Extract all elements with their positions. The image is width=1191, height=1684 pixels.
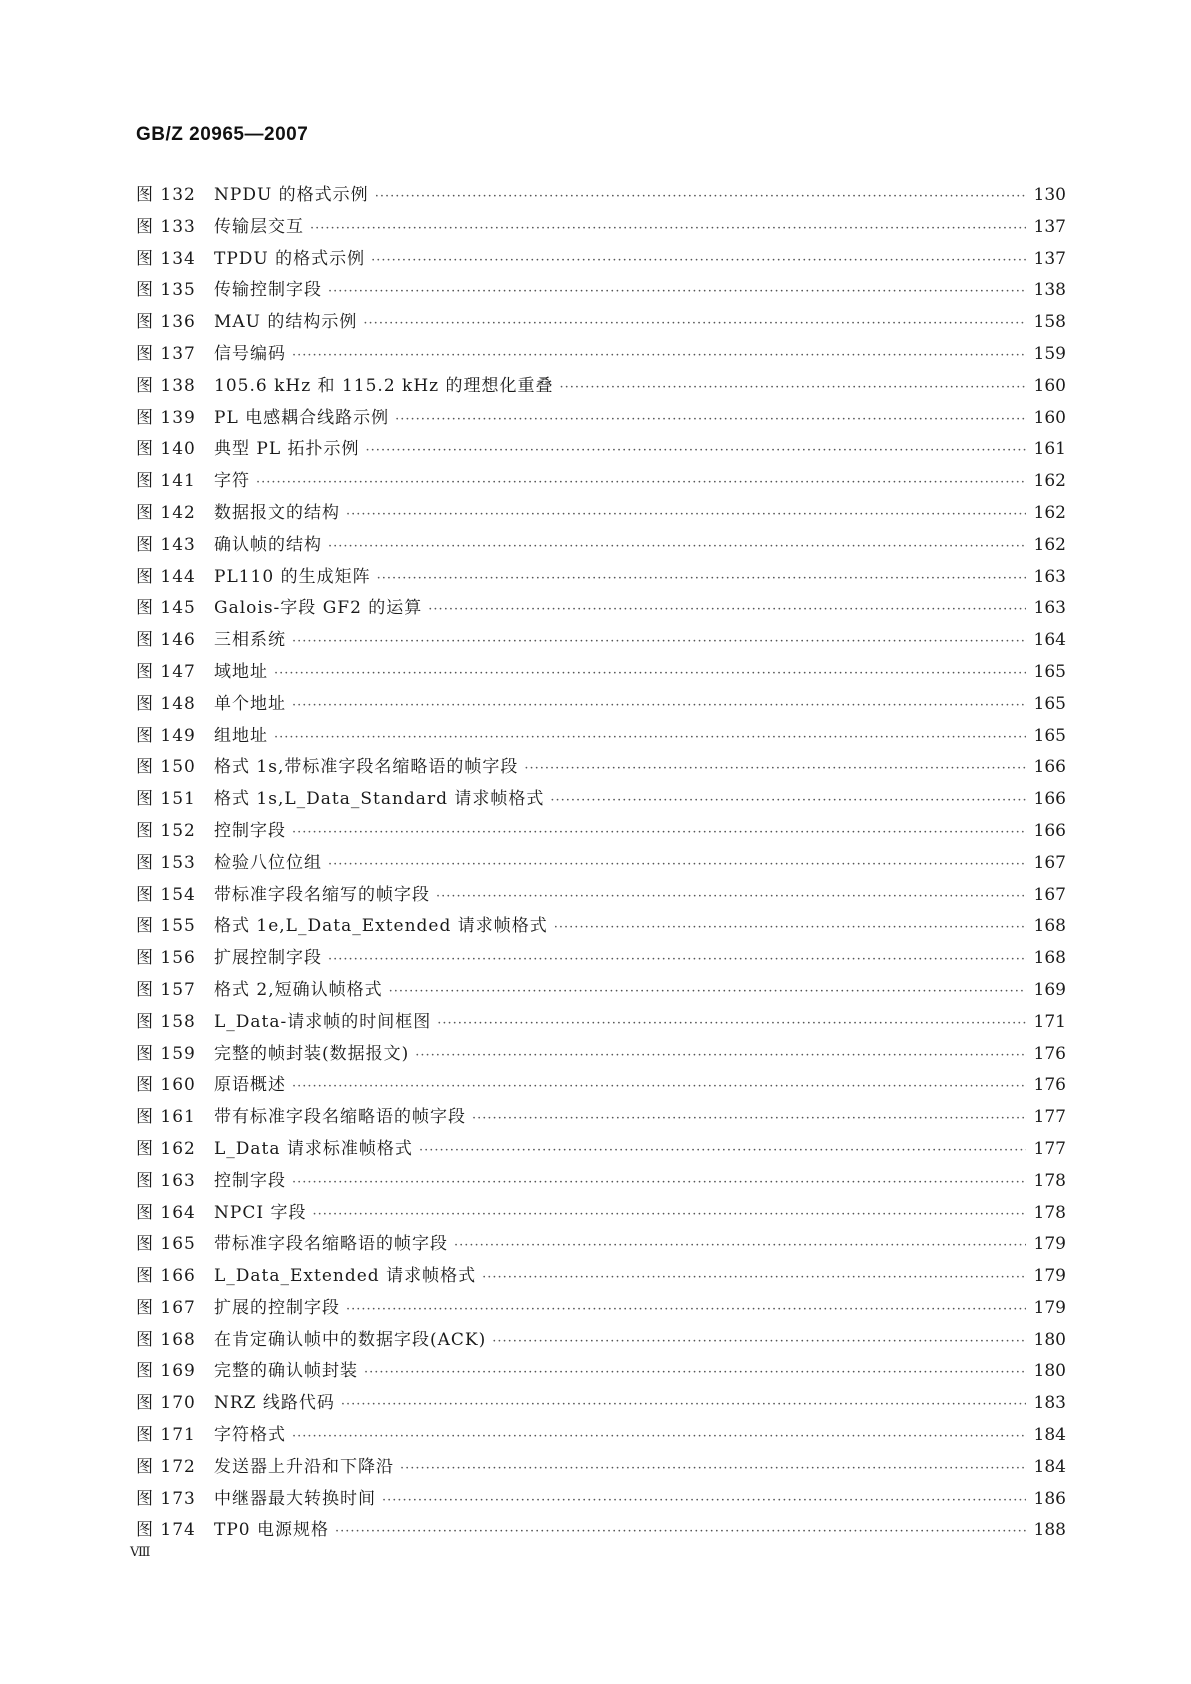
toc-row	[136, 1039, 1066, 1071]
page-number: 169	[1033, 979, 1066, 1000]
standard-identifier: GB/Z 20965—2007	[136, 124, 309, 145]
toc-row	[136, 1229, 1066, 1261]
figure-title: 字符	[214, 471, 250, 492]
figure-title: L_Data-请求帧的时间框图	[214, 1011, 432, 1032]
page-number: 176	[1033, 1075, 1066, 1096]
toc-row	[136, 1293, 1066, 1325]
figure-title: 字符格式	[214, 1425, 286, 1446]
figure-title: 带标准字段名缩写的帧字段	[214, 884, 430, 905]
figure-number: 图 138	[136, 375, 196, 396]
toc-row	[136, 212, 1066, 244]
figure-title: MAU 的结构示例	[214, 312, 358, 333]
page-number: 161	[1033, 439, 1066, 460]
dot-leader	[292, 1167, 1026, 1199]
toc-row	[136, 1134, 1066, 1166]
toc-row	[136, 466, 1066, 498]
figure-number: 图 133	[136, 216, 196, 237]
toc-row	[136, 1484, 1066, 1516]
page-number: 166	[1033, 757, 1066, 778]
dot-leader	[428, 594, 1026, 626]
figure-title: 三相系统	[214, 630, 286, 651]
dot-leader	[328, 944, 1026, 976]
dot-leader	[335, 1516, 1026, 1548]
toc-row	[136, 689, 1066, 721]
figure-number: 图 132	[136, 185, 196, 205]
page-number: 168	[1033, 948, 1066, 969]
dot-leader	[274, 658, 1026, 690]
page-number: 177	[1033, 1138, 1066, 1159]
figure-title: PL110 的生成矩阵	[214, 566, 371, 587]
figure-number: 图 135	[136, 280, 196, 301]
page-number: 158	[1033, 312, 1066, 333]
figure-title: 扩展的控制字段	[214, 1297, 340, 1318]
toc-row	[136, 1166, 1066, 1198]
figure-title: 格式 1e,L_Data_Extended 请求帧格式	[214, 916, 548, 937]
figure-number: 图 141	[136, 471, 196, 492]
figure-number: 图 139	[136, 407, 196, 428]
dot-leader	[328, 531, 1026, 563]
page-number: 166	[1033, 789, 1066, 810]
figure-number: 图 134	[136, 248, 196, 269]
dot-leader	[560, 372, 1026, 404]
figure-number: 图 149	[136, 725, 196, 746]
page-number: 178	[1033, 1202, 1066, 1223]
figure-number: 图 147	[136, 661, 196, 682]
toc-row	[136, 339, 1066, 371]
figure-number: 图 151	[136, 789, 196, 810]
page-number: 186	[1033, 1488, 1066, 1509]
dot-leader	[395, 404, 1026, 436]
figure-number: 图 137	[136, 343, 196, 364]
page-number: 137	[1033, 248, 1066, 269]
toc-row	[136, 498, 1066, 530]
figure-number: 图 172	[136, 1456, 196, 1477]
figure-title: 数据报文的结构	[214, 502, 340, 523]
toc-row	[136, 1515, 1066, 1547]
toc-row	[136, 1325, 1066, 1357]
page-number: 176	[1033, 1043, 1066, 1064]
figure-number: 图 157	[136, 979, 196, 1000]
dot-leader	[346, 499, 1026, 531]
page-number: 183	[1033, 1393, 1066, 1414]
toc-row	[136, 848, 1066, 880]
figure-title: TP0 电源规格	[214, 1520, 329, 1541]
toc-row	[136, 1356, 1066, 1388]
page-number: 179	[1033, 1234, 1066, 1255]
figure-title: L_Data 请求标准帧格式	[214, 1138, 413, 1159]
figure-title: 中继器最大转换时间	[214, 1488, 376, 1509]
toc-row	[136, 943, 1066, 975]
dot-leader	[274, 722, 1026, 754]
figure-number: 图 144	[136, 566, 196, 587]
page-number: 171	[1033, 1011, 1066, 1032]
figure-number: 图 145	[136, 598, 196, 619]
figure-number: 图 169	[136, 1361, 196, 1382]
figure-number: 图 156	[136, 948, 196, 969]
toc-row	[136, 1070, 1066, 1102]
figure-title: 组地址	[214, 725, 268, 746]
figure-title: 格式 2,短确认帧格式	[214, 979, 383, 1000]
page-number: 184	[1033, 1425, 1066, 1446]
page-number: 180	[1033, 1329, 1066, 1350]
toc-row	[136, 911, 1066, 943]
dot-leader	[472, 1103, 1026, 1135]
figure-number: 图 165	[136, 1234, 196, 1255]
dot-leader	[363, 308, 1026, 340]
figure-title: 带有标准字段名缩略语的帧字段	[214, 1107, 466, 1128]
toc-row	[136, 1007, 1066, 1039]
toc-row	[136, 752, 1066, 784]
page-number: 166	[1033, 820, 1066, 841]
toc-row	[136, 275, 1066, 307]
figure-title: NPCI 字段	[214, 1202, 307, 1223]
figure-title: 发送器上升沿和下降沿	[214, 1456, 394, 1477]
figure-title: PL 电感耦合线路示例	[214, 407, 390, 428]
figure-title: 确认帧的结构	[214, 534, 322, 555]
figure-number: 图 150	[136, 757, 196, 778]
page-number: 163	[1033, 598, 1066, 619]
dot-leader	[292, 817, 1026, 849]
figure-title: 检验八位位组	[214, 852, 322, 873]
toc-row	[136, 721, 1066, 753]
figure-title: 典型 PL 拓扑示例	[214, 439, 360, 460]
page-number: 162	[1033, 471, 1066, 492]
figure-number: 图 142	[136, 502, 196, 523]
figure-title: 域地址	[214, 661, 268, 682]
dot-leader	[341, 1389, 1026, 1421]
toc-row	[136, 975, 1066, 1007]
dot-leader	[292, 626, 1026, 658]
figure-title: 控制字段	[214, 820, 286, 841]
figure-title: 格式 1s,带标准字段名缩略语的帧字段	[214, 757, 519, 778]
dot-leader	[382, 1485, 1026, 1517]
dot-leader	[492, 1326, 1026, 1358]
figure-number: 图 167	[136, 1297, 196, 1318]
page-number: 160	[1033, 375, 1066, 396]
toc-row	[136, 180, 1066, 212]
page-number: 160	[1033, 407, 1066, 428]
figure-number: 图 158	[136, 1011, 196, 1032]
toc-row	[136, 816, 1066, 848]
page-number: 179	[1033, 1266, 1066, 1287]
dot-leader	[554, 912, 1026, 944]
figure-title: 105.6 kHz 和 115.2 kHz 的理想化重叠	[214, 375, 554, 396]
toc-row	[136, 880, 1066, 912]
page-number: 130	[1033, 185, 1066, 205]
figure-number: 图 174	[136, 1520, 196, 1541]
figure-list	[136, 180, 1066, 1547]
figure-number: 图 143	[136, 534, 196, 555]
figure-title: 格式 1s,L_Data_Standard 请求帧格式	[214, 789, 545, 810]
page-folio: Ⅷ	[130, 1545, 151, 1560]
figure-number: 图 153	[136, 852, 196, 873]
toc-row	[136, 1102, 1066, 1134]
dot-leader	[389, 976, 1026, 1008]
figure-number: 图 155	[136, 916, 196, 937]
figure-title: 扩展控制字段	[214, 948, 322, 969]
figure-number: 图 140	[136, 439, 196, 460]
figure-title: NRZ 线路代码	[214, 1393, 335, 1414]
figure-title: 完整的帧封装(数据报文)	[214, 1043, 410, 1064]
toc-row	[136, 1261, 1066, 1293]
dot-leader	[310, 213, 1026, 245]
figure-number: 图 146	[136, 630, 196, 651]
page-number: 167	[1033, 884, 1066, 905]
dot-leader	[256, 467, 1026, 499]
toc-row	[136, 1198, 1066, 1230]
toc-row	[136, 1388, 1066, 1420]
page-number: 138	[1033, 280, 1066, 301]
page-number: 188	[1033, 1520, 1066, 1541]
dot-leader	[366, 435, 1026, 467]
page-number: 167	[1033, 852, 1066, 873]
dot-leader	[328, 276, 1026, 308]
page-number: 164	[1033, 630, 1066, 651]
figure-number: 图 161	[136, 1107, 196, 1128]
figure-number: 图 152	[136, 820, 196, 841]
dot-leader	[415, 1040, 1026, 1072]
figure-title: TPDU 的格式示例	[214, 248, 366, 269]
page-number: 137	[1033, 216, 1066, 237]
figure-title: 在肯定确认帧中的数据字段(ACK)	[214, 1329, 487, 1350]
dot-leader	[400, 1453, 1026, 1485]
page-number: 165	[1033, 661, 1066, 682]
figure-number: 图 163	[136, 1170, 196, 1191]
dot-leader	[436, 881, 1026, 913]
figure-number: 图 173	[136, 1488, 196, 1509]
page-number: 184	[1033, 1456, 1066, 1477]
dot-leader	[292, 690, 1026, 722]
dot-leader	[437, 1008, 1026, 1040]
figure-title: 单个地址	[214, 693, 286, 714]
dot-leader	[375, 181, 1026, 213]
figure-title: 传输控制字段	[214, 280, 322, 301]
dot-leader	[550, 785, 1026, 817]
toc-row	[136, 562, 1066, 594]
figure-title: L_Data_Extended 请求帧格式	[214, 1266, 477, 1287]
page-number: 159	[1033, 343, 1066, 364]
figure-number: 图 164	[136, 1202, 196, 1223]
toc-row	[136, 371, 1066, 403]
toc-row	[136, 1420, 1066, 1452]
figure-title: 控制字段	[214, 1170, 286, 1191]
figure-number: 图 168	[136, 1329, 196, 1350]
figure-number: 图 170	[136, 1393, 196, 1414]
page-number: 180	[1033, 1361, 1066, 1382]
dot-leader	[292, 1071, 1026, 1103]
figure-number: 图 154	[136, 884, 196, 905]
figure-number: 图 162	[136, 1138, 196, 1159]
page-number: 162	[1033, 502, 1066, 523]
toc-row	[136, 1452, 1066, 1484]
dot-leader	[346, 1294, 1026, 1326]
dot-leader	[292, 1421, 1026, 1453]
toc-row	[136, 434, 1066, 466]
page-number: 179	[1033, 1297, 1066, 1318]
toc-row	[136, 530, 1066, 562]
figure-number: 图 148	[136, 693, 196, 714]
dot-leader	[364, 1357, 1026, 1389]
dot-leader	[371, 245, 1026, 277]
toc-row	[136, 657, 1066, 689]
dot-leader	[482, 1262, 1026, 1294]
page-number: 178	[1033, 1170, 1066, 1191]
figure-title: 完整的确认帧封装	[214, 1361, 358, 1382]
figure-title: 原语概述	[214, 1075, 286, 1096]
dot-leader	[292, 340, 1026, 372]
page-number: 177	[1033, 1107, 1066, 1128]
figure-number: 图 171	[136, 1425, 196, 1446]
dot-leader	[454, 1230, 1026, 1262]
figure-number: 图 160	[136, 1075, 196, 1096]
figure-title: NPDU 的格式示例	[214, 185, 369, 205]
toc-row	[136, 784, 1066, 816]
page-number: 165	[1033, 693, 1066, 714]
dot-leader	[377, 563, 1026, 595]
figure-title: 传输层交互	[214, 216, 304, 237]
figure-number: 图 136	[136, 312, 196, 333]
dot-leader	[328, 849, 1026, 881]
dot-leader	[524, 753, 1026, 785]
toc-row	[136, 593, 1066, 625]
figure-title: Galois-字段 GF2 的运算	[214, 598, 423, 619]
figure-title: 信号编码	[214, 343, 286, 364]
figure-title: 带标准字段名缩略语的帧字段	[214, 1234, 448, 1255]
toc-row	[136, 307, 1066, 339]
dot-leader	[419, 1135, 1026, 1167]
page-number: 162	[1033, 534, 1066, 555]
toc-row	[136, 625, 1066, 657]
dot-leader	[312, 1199, 1026, 1231]
figure-number: 图 166	[136, 1266, 196, 1287]
page-number: 165	[1033, 725, 1066, 746]
page-number: 168	[1033, 916, 1066, 937]
toc-row	[136, 403, 1066, 435]
toc-row	[136, 244, 1066, 276]
figure-number: 图 159	[136, 1043, 196, 1064]
page-number: 163	[1033, 566, 1066, 587]
